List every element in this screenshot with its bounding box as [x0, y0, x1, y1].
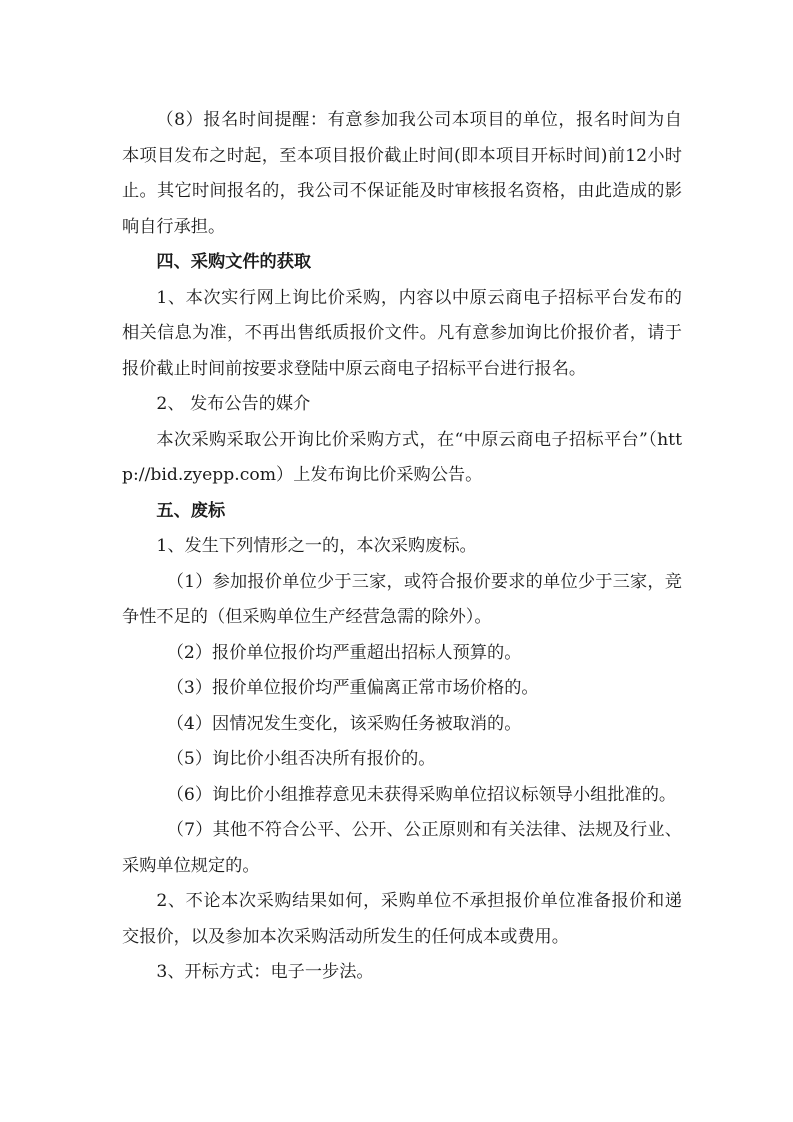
invalid-bid-condition-3: （3）报价单位报价均严重偏离正常市场价格的。 — [166, 678, 539, 698]
invalid-bid-intro: 1、发生下列情形之一的，本次采购废标。 — [156, 536, 477, 556]
section-heading-invalid-bid: 五、废标 — [156, 500, 226, 521]
online-procurement-paragraph: 1、本次实行网上询比价采购，内容以中原云商电子招标平台发布的相关信息为准，不再出售纸质报价文件。凡有意参加询比价报价者，请于报价截止时间前按要求登陆中原云商电子招标平台进行报名。 — [122, 287, 682, 379]
cost-responsibility-paragraph: 2、不论本次采购结果如何，采购单位不承担报价单位准备报价和递交报价，以及参加本次采购活动所发生的任何成本或费用。 — [122, 891, 682, 947]
section-heading-document-acquisition: 四、采购文件的获取 — [156, 252, 312, 272]
invalid-bid-condition-4: （4）因情况发生变化，该采购任务被取消的。 — [166, 713, 522, 734]
announcement-media-paragraph: 本次采购采取公开询比价采购方式，在“中原云商电子招标平台”（http://bid.zyepp.com）上发布询比价采购公告。 — [122, 429, 682, 485]
bid-opening-method-paragraph: 3、开标方式：电子一步法。 — [156, 962, 374, 982]
invalid-bid-condition-2: （2）报价单位报价均严重超出招标人预算的。 — [166, 642, 522, 663]
document-body — [122, 103, 682, 991]
registration-time-paragraph: （8）报名时间提醒：有意参加我公司本项目的单位，报名时间为自本项目发布之时起，至本项目报价截止时间(即本项目开标时间)前12小时止。其它时间报名的，我公司不保证能及时审核报名资格，由此造成的影响自行承担。 — [122, 110, 682, 237]
invalid-bid-condition-7: （7）其他不符合公平、公开、公正原则和有关法律、法规及行业、采购单位规定的。 — [122, 820, 682, 876]
invalid-bid-condition-6: （6）询比价小组推荐意见未获得采购单位招议标领导小组批准的。 — [166, 784, 677, 805]
invalid-bid-condition-1: （1）参加报价单位少于三家，或符合报价要求的单位少于三家，竞争性不足的（但采购单位生产经营急需的除外）。 — [122, 571, 682, 627]
announcement-media-label: 2、 发布公告的媒介 — [156, 394, 311, 414]
invalid-bid-condition-5: （5）询比价小组否决所有报价的。 — [166, 749, 436, 769]
